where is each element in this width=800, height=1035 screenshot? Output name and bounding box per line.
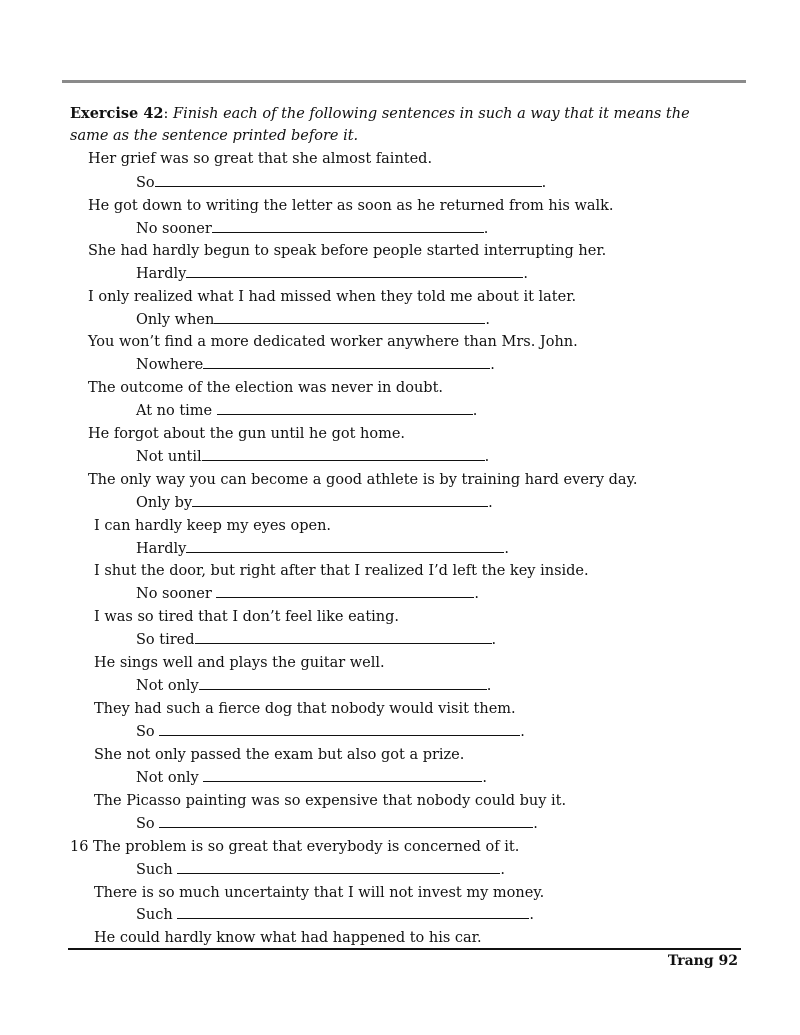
original-sentence: The only way you can become a good athlete is by training hard every day. [88, 472, 638, 488]
prompt-starter: Hardly [136, 541, 187, 557]
top-divider [62, 80, 746, 83]
original-sentence: I only realized what I had missed when they told me about it later. [88, 289, 577, 305]
original-sentence: I was so tired that I don’t feel like eating. [94, 609, 400, 625]
rewrite-prompt[interactable] [136, 400, 736, 422]
rewrite-prompt[interactable] [136, 767, 736, 789]
answer-period: . [483, 221, 489, 237]
prompt-starter: Such [136, 907, 178, 923]
answer-period: . [491, 632, 497, 648]
answer-blank[interactable] [199, 675, 487, 690]
prompt-starter: Hardly [136, 266, 187, 282]
answer-period: . [482, 770, 487, 786]
answer-period: . [504, 541, 509, 557]
answer-period: . [529, 907, 534, 923]
rewrite-prompt[interactable] [136, 446, 736, 468]
rewrite-prompt[interactable] [136, 629, 736, 651]
prompt-starter: Nowhere [136, 357, 204, 373]
rewrite-prompt[interactable] [136, 354, 736, 376]
answer-blank[interactable] [195, 629, 492, 644]
rewrite-prompt[interactable] [136, 538, 736, 560]
answer-period: . [485, 312, 490, 328]
rewrite-prompt[interactable] [136, 859, 736, 881]
answer-blank[interactable] [203, 767, 482, 782]
rewrite-prompt[interactable] [136, 172, 736, 194]
answer-period: . [500, 862, 505, 878]
answer-blank[interactable] [212, 218, 484, 233]
prompt-starter: Not only [136, 770, 204, 786]
answer-period: . [486, 678, 492, 694]
prompt-starter: Such [136, 862, 178, 878]
answer-period: . [490, 357, 495, 373]
answer-period: . [533, 816, 538, 832]
prompt-starter: No sooner [136, 221, 212, 237]
rewrite-prompt[interactable] [136, 263, 736, 285]
answer-blank[interactable] [159, 721, 520, 736]
exercise-heading: Exercise 42: Finish each of the following sentences in such a way that it means the same as the sentence printed before it. [70, 105, 690, 144]
original-sentence: 16 The problem is so great that everybody is concerned of it. [70, 839, 520, 855]
original-sentence: He got down to writing the letter as soon as he returned from his walk. [88, 198, 614, 214]
rewrite-prompt[interactable] [136, 721, 736, 743]
rewrite-prompt[interactable] [136, 675, 736, 697]
original-sentence: He could hardly know what had happened to his car. [94, 930, 482, 946]
answer-blank[interactable] [177, 859, 500, 874]
answer-period: . [472, 403, 478, 419]
prompt-starter: At no time [136, 403, 217, 419]
original-sentence: Her grief was so great that she almost fainted. [88, 151, 433, 167]
answer-blank[interactable] [203, 354, 490, 369]
prompt-starter: Not until [136, 449, 202, 465]
prompt-starter: Only when [136, 312, 215, 328]
exercise-label: Exercise 42 [70, 105, 164, 122]
original-sentence: There is so much uncertainty that I will not invest my money. [94, 885, 545, 901]
answer-period: . [474, 586, 479, 602]
answer-blank[interactable] [214, 309, 485, 324]
original-sentence: The outcome of the election was never in doubt. [88, 380, 444, 396]
bottom-divider [68, 948, 741, 950]
rewrite-prompt[interactable] [136, 218, 736, 240]
answer-blank[interactable] [177, 904, 529, 919]
answer-blank[interactable] [192, 492, 488, 507]
prompt-starter: No sooner [136, 586, 217, 602]
original-sentence: She not only passed the exam but also got a prize. [94, 747, 465, 763]
exercise-instruction: Finish each of the following sentences in such a way that it means the same as the sentence printed before it. [70, 106, 690, 144]
rewrite-prompt[interactable] [136, 492, 736, 514]
original-sentence: He forgot about the gun until he got home. [88, 426, 406, 442]
original-sentence: She had hardly begun to speak before people started interrupting her. [88, 243, 607, 259]
rewrite-prompt[interactable] [136, 309, 736, 331]
prompt-starter: Only by [136, 495, 193, 511]
original-sentence: I shut the door, but right after that I realized I’d left the key inside. [94, 563, 589, 579]
answer-blank[interactable] [159, 813, 533, 828]
rewrite-prompt[interactable] [136, 583, 736, 605]
original-sentence: I can hardly keep my eyes open. [94, 518, 332, 534]
page-number: Trang 92 [667, 953, 738, 969]
answer-blank[interactable] [202, 446, 485, 461]
original-sentence: The Picasso painting was so expensive that nobody could buy it. [94, 793, 567, 809]
prompt-starter: So [136, 175, 155, 191]
prompt-starter: Not only [136, 678, 199, 694]
original-sentence: You won’t find a more dedicated worker anywhere than Mrs. John. [88, 334, 578, 350]
answer-period: . [541, 175, 547, 191]
prompt-starter: So [136, 724, 160, 740]
prompt-starter: So [136, 816, 160, 832]
original-sentence: He sings well and plays the guitar well. [94, 655, 385, 671]
answer-blank[interactable] [217, 400, 473, 415]
answer-blank[interactable] [186, 263, 523, 278]
answer-period: . [484, 449, 490, 465]
rewrite-prompt[interactable] [136, 813, 736, 835]
answer-period: . [520, 724, 525, 740]
answer-blank[interactable] [155, 172, 542, 187]
answer-period: . [523, 266, 528, 282]
prompt-starter: So tired [136, 632, 195, 648]
original-sentence: They had such a fierce dog that nobody would visit them. [94, 701, 516, 717]
answer-period: . [488, 495, 493, 511]
rewrite-prompt[interactable] [136, 904, 736, 926]
answer-blank[interactable] [186, 538, 504, 553]
answer-blank[interactable] [216, 583, 474, 598]
